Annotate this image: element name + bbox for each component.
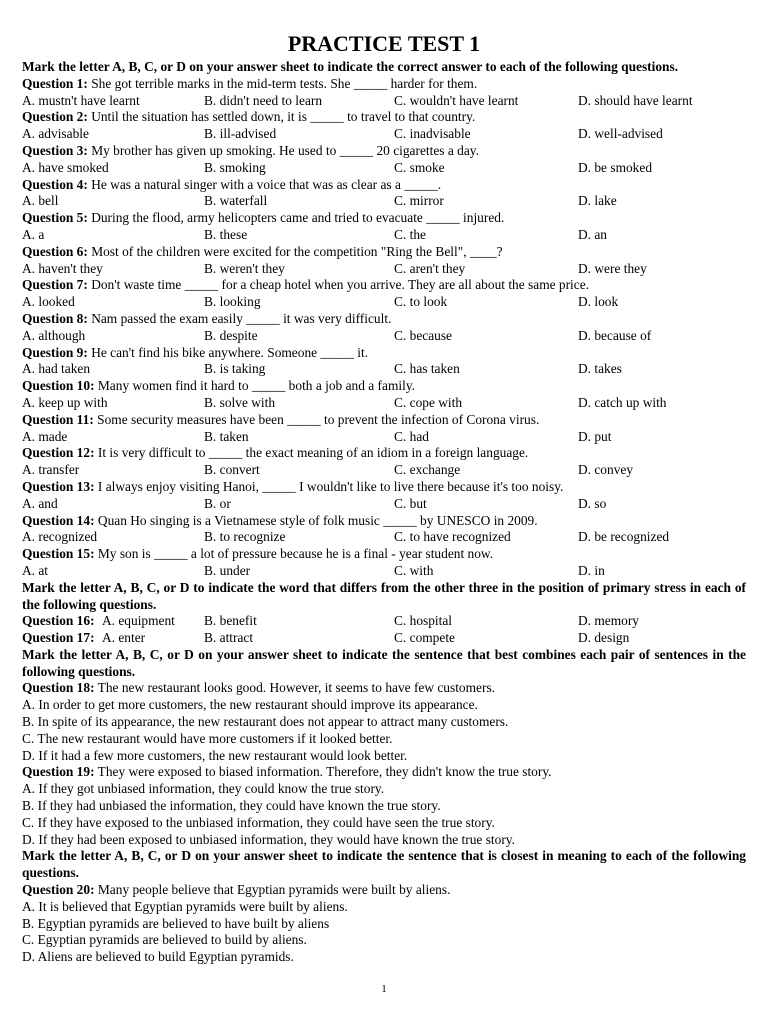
question-label: Question 2: <box>22 109 88 125</box>
question-text: She got terrible marks in the mid-term tests. She _____ harder for them. <box>87 75 478 91</box>
answer-option: C. hospital <box>394 613 453 629</box>
question-label: Question 13: <box>22 478 95 494</box>
answer-option: C. but <box>394 495 427 511</box>
answer-options <box>22 93 746 110</box>
answer-option: C. cope with <box>394 394 463 410</box>
answer-options <box>22 462 746 479</box>
answer-option: A. bell <box>22 193 59 209</box>
question-stem <box>22 445 746 462</box>
answer-option: B. benefit <box>204 613 257 629</box>
answer-option: C. If they have exposed to the unbiased information, they could have seen the true story. <box>22 814 495 830</box>
question-text: He can't find his bike anywhere. Someone _____ it. <box>87 344 369 360</box>
answer-options <box>22 328 746 345</box>
answer-option: D. design <box>578 630 630 646</box>
answer-options <box>22 395 746 412</box>
answer-option: A. and <box>22 495 58 511</box>
question-text: It is very difficult to _____ the exact meaning of an idiom in a foreign language. <box>94 445 529 461</box>
question-stem <box>22 680 746 697</box>
document-page <box>22 30 746 966</box>
question-text: During the flood, army helicopters came and tried to evacuate _____ injured. <box>87 210 505 226</box>
stress-block <box>22 613 746 647</box>
answer-option: C. had <box>394 428 429 444</box>
question-label: Question 4: <box>22 176 88 192</box>
question-stem <box>22 109 746 126</box>
answer-option: B. under <box>204 562 251 578</box>
section-instruction-closest: Mark the letter A, B, C, or D on your answer sheet to indicate the sentence that is closest in meaning to each of the following questions. <box>22 848 746 881</box>
question-text: He was a natural singer with a voice that was as clear as a _____. <box>87 176 442 192</box>
question-text: Quan Ho singing is a Vietnamese style of folk music _____ by UNESCO in 2009. <box>94 512 538 528</box>
question-text: Nam passed the exam easily _____ it was very difficult. <box>87 310 392 326</box>
answer-option: A. made <box>22 428 68 444</box>
question-text: My son is _____ a lot of pressure because he is a final - year student now. <box>94 546 494 562</box>
answer-option: C. The new restaurant would have more customers if it looked better. <box>22 730 393 746</box>
answer-option: B. taken <box>204 428 249 444</box>
answer-option: A. recognized <box>22 529 98 545</box>
answer-option: B. to recognize <box>204 529 286 545</box>
question-stem <box>22 345 746 362</box>
question-text: Don't waste time _____ for a cheap hotel when you arrive. They are all about the same price. <box>87 277 590 293</box>
page-title: PRACTICE TEST 1 <box>287 31 481 56</box>
answer-options <box>22 563 746 580</box>
stress-question <box>22 613 746 630</box>
answer-options <box>22 261 746 278</box>
answer-option: D. because of <box>578 327 652 343</box>
question-label: Question 11: <box>22 411 94 427</box>
question-stem <box>22 764 746 781</box>
answer-option: A. a <box>22 226 45 242</box>
question-stem <box>22 378 746 395</box>
answer-option: D. put <box>578 428 612 444</box>
answer-option: D. convey <box>578 462 634 478</box>
question-label: Question 15: <box>22 546 95 562</box>
answer-option: B. Egyptian pyramids are believed to have built by aliens <box>22 915 330 931</box>
answer-option: B. convert <box>204 462 260 478</box>
answer-option: A. haven't they <box>22 260 103 276</box>
answer-option: B. In spite of its appearance, the new restaurant does not appear to attract many customers. <box>22 714 509 730</box>
answer-option: B. looking <box>204 294 261 310</box>
answer-option: B. attract <box>204 630 254 646</box>
question-stem <box>22 143 746 160</box>
answer-option: C. the <box>394 226 426 242</box>
answer-option: C. mirror <box>394 193 444 209</box>
answer-option: B. or <box>204 495 231 511</box>
answer-option: B. waterfall <box>204 193 268 209</box>
answer-option: D. in <box>578 562 605 578</box>
answer-option: B. weren't they <box>204 260 285 276</box>
answer-option: A. If they got unbiased information, they could know the true story. <box>22 781 385 797</box>
question-text: Some security measures have been _____ to prevent the infection of Corona virus. <box>93 411 540 427</box>
answer-option: C. to look <box>394 294 448 310</box>
answer-option: C. because <box>394 327 453 343</box>
answer-option: B. ill-advised <box>204 126 277 142</box>
question-label: Question 6: <box>22 243 88 259</box>
question-text: Until the situation has settled down, it is _____ to travel to that country. <box>87 109 476 125</box>
answer-option: D. so <box>578 495 607 511</box>
question-label: Question 9: <box>22 344 88 360</box>
closest-block <box>22 882 746 966</box>
question-text: My brother has given up smoking. He used to _____ 20 cigarettes a day. <box>87 142 479 158</box>
answer-option: A. equipment <box>102 613 175 629</box>
question-label: Question 14: <box>22 512 95 528</box>
question-stem <box>22 546 746 563</box>
question-label: Question 8: <box>22 310 88 326</box>
answer-option: A. It is believed that Egyptian pyramids were built by aliens. <box>22 898 348 914</box>
page-number: 1 <box>381 983 387 995</box>
answer-option: C. has taken <box>394 361 460 377</box>
combine-block <box>22 680 746 848</box>
answer-options <box>22 361 746 378</box>
answer-option: C. compete <box>394 630 455 646</box>
answer-option: D. memory <box>578 613 639 629</box>
question-label: Question 7: <box>22 277 88 293</box>
answer-option: A. looked <box>22 294 75 310</box>
question-stem <box>22 311 746 328</box>
question-label: Question 1: <box>22 75 88 91</box>
answer-option: A. In order to get more customers, the new restaurant should improve its appearance. <box>22 697 478 713</box>
answer-option: A. transfer <box>22 462 80 478</box>
answer-options <box>22 529 746 546</box>
stress-question <box>22 630 746 647</box>
answer-option: A. keep up with <box>22 394 108 410</box>
question-text: Many people believe that Egyptian pyramids were built by aliens. <box>94 882 451 898</box>
question-text: The new restaurant looks good. However, it seems to have few customers. <box>94 680 496 696</box>
question-text: They were exposed to biased information. Therefore, they didn't know the true story. <box>94 764 552 780</box>
answer-option: A. have smoked <box>22 159 109 175</box>
question-label: Question 18: <box>22 680 95 696</box>
answer-option: A. had taken <box>22 361 91 377</box>
question-label: Question 19: <box>22 764 95 780</box>
question-stem <box>22 479 746 496</box>
answer-option: D. were they <box>578 260 647 276</box>
answer-option: B. is taking <box>204 361 266 377</box>
answer-options <box>22 193 746 210</box>
answer-option: D. Aliens are believed to build Egyptian pyramids. <box>22 949 294 965</box>
answer-option: C. to have recognized <box>394 529 511 545</box>
answer-option: C. with <box>394 562 434 578</box>
answer-option: D. be recognized <box>578 529 670 545</box>
answer-option: A. at <box>22 562 49 578</box>
question-label: Question 3: <box>22 142 88 158</box>
answer-options <box>22 496 746 513</box>
question-label: Question 5: <box>22 210 88 226</box>
answer-option: C. smoke <box>394 159 445 175</box>
answer-options <box>22 227 746 244</box>
question-stem <box>22 277 746 294</box>
answer-option: A. mustn't have learnt <box>22 92 140 108</box>
question-stem <box>22 177 746 194</box>
answer-option: A. although <box>22 327 86 343</box>
answer-option: D. catch up with <box>578 394 667 410</box>
answer-option: B. smoking <box>204 159 266 175</box>
question-stem <box>22 513 746 530</box>
answer-option: C. exchange <box>394 462 461 478</box>
answer-options <box>22 160 746 177</box>
answer-options <box>22 126 746 143</box>
answer-option: D. If they had been exposed to unbiased information, they would have known the true story. <box>22 831 515 847</box>
answer-option: D. should have learnt <box>578 92 693 108</box>
answer-option: B. If they had unbiased the information, they could have known the true story. <box>22 798 441 814</box>
answer-option: D. look <box>578 294 619 310</box>
answer-option: C. inadvisable <box>394 126 471 142</box>
question-stem <box>22 882 746 899</box>
question-text: Many women find it hard to _____ both a job and a family. <box>94 378 415 394</box>
answer-option: B. these <box>204 226 248 242</box>
multiple-choice-block <box>22 76 746 580</box>
answer-option: D. be smoked <box>578 159 653 175</box>
question-stem <box>22 412 746 429</box>
answer-option: A. enter <box>102 630 146 646</box>
answer-option: D. an <box>578 226 608 242</box>
section-instruction-mc: Mark the letter A, B, C, or D on your answer sheet to indicate the correct answer to each of the following questions. <box>22 59 679 74</box>
question-text: I always enjoy visiting Hanoi, _____ I wouldn't like to live there because it's too noisy. <box>94 478 564 494</box>
answer-option: B. solve with <box>204 394 276 410</box>
answer-options <box>22 429 746 446</box>
question-label: Question 12: <box>22 445 95 461</box>
question-label: Question 17: <box>22 630 95 646</box>
section-instruction-stress: Mark the letter A, B, C, or D to indicate the word that differs from the other three in the position of primary stress in each of the following questions. <box>22 579 746 612</box>
question-label: Question 10: <box>22 378 95 394</box>
answer-options <box>22 294 746 311</box>
answer-option: C. wouldn't have learnt <box>394 92 519 108</box>
answer-option: B. didn't need to learn <box>204 92 323 108</box>
question-stem <box>22 76 746 93</box>
answer-option: C. aren't they <box>394 260 466 276</box>
answer-option: A. advisable <box>22 126 89 142</box>
question-stem <box>22 244 746 261</box>
section-instruction-combine: Mark the letter A, B, C, or D on your answer sheet to indicate the sentence that best combines each pair of sentences in the following questions. <box>22 646 746 679</box>
question-stem <box>22 210 746 227</box>
answer-option: C. Egyptian pyramids are believed to build by aliens. <box>22 932 307 948</box>
answer-option: D. If it had a few more customers, the new restaurant would look better. <box>22 747 408 763</box>
answer-option: D. takes <box>578 361 622 377</box>
answer-option: B. despite <box>204 327 258 343</box>
question-label: Question 20: <box>22 882 95 898</box>
question-text: Most of the children were excited for the competition "Ring the Bell", ____? <box>87 243 503 259</box>
question-label: Question 16: <box>22 613 95 629</box>
answer-option: D. well-advised <box>578 126 663 142</box>
answer-option: D. lake <box>578 193 617 209</box>
